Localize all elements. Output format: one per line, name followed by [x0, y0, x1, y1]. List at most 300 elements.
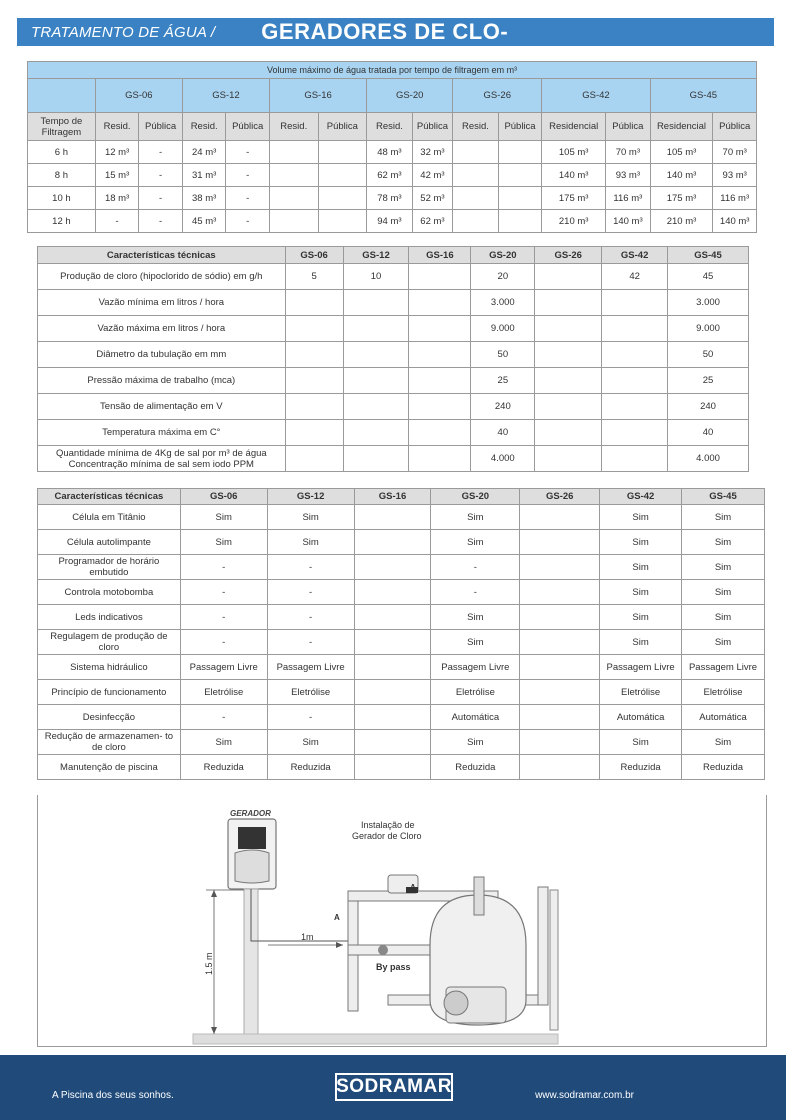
spec-value — [535, 420, 602, 446]
generator-label: GERADOR — [230, 809, 271, 818]
volume-cell — [498, 164, 542, 187]
diagram-caption-1: Instalação de — [361, 820, 415, 830]
spec-value — [354, 655, 431, 680]
spec-header: Características técnicas — [38, 247, 286, 264]
table-row — [28, 187, 757, 210]
spec-value: Reduzida — [267, 755, 354, 780]
volume-cell: 140 m³ — [713, 210, 757, 233]
volume-cell: 93 m³ — [713, 164, 757, 187]
spec-value: Sim — [180, 505, 267, 530]
spec-value: Eletrólise — [267, 680, 354, 705]
model-header: GS-45 — [682, 489, 765, 505]
spec-value — [520, 630, 600, 655]
volume-cell — [453, 210, 499, 233]
spec-value — [285, 446, 343, 472]
volume-cell: 62 m³ — [367, 164, 413, 187]
spec-value: 25 — [668, 368, 749, 394]
spec-value: 40 — [668, 420, 749, 446]
filtering-time-cell: 6 h — [28, 141, 96, 164]
spec-value: Passagem Livre — [431, 655, 520, 680]
volume-cell: 48 m³ — [367, 141, 413, 164]
spec-value: - — [267, 630, 354, 655]
footer-slogan: A Piscina dos seus sonhos. — [52, 1090, 174, 1101]
table-row — [38, 630, 765, 655]
spec-value — [602, 316, 668, 342]
spec-value — [520, 530, 600, 555]
volume-cell: 140 m³ — [542, 164, 606, 187]
spec-value — [535, 264, 602, 290]
spec-value: Sim — [682, 530, 765, 555]
spec-value: Eletrólise — [600, 680, 682, 705]
volume-cell: 94 m³ — [367, 210, 413, 233]
usage-subheader: Resid. — [269, 113, 318, 141]
spec-value — [285, 394, 343, 420]
spec-value — [535, 290, 602, 316]
spec-value: 45 — [668, 264, 749, 290]
technical-specs-table — [37, 246, 749, 472]
spec-label: Pressão máxima de trabalho (mca) — [38, 368, 286, 394]
spec-value — [520, 680, 600, 705]
spec-value — [285, 342, 343, 368]
spec-value: Automática — [682, 705, 765, 730]
volume-table — [27, 61, 757, 233]
footer-url[interactable]: www.sodramar.com.br — [535, 1090, 634, 1101]
volume-cell: 105 m³ — [542, 141, 606, 164]
spec-value: Sim — [600, 580, 682, 605]
volume-cell — [269, 141, 318, 164]
spec-value — [602, 394, 668, 420]
spec-value: Sim — [682, 580, 765, 605]
spec-label: Desinfecção — [38, 705, 181, 730]
spec-label: Quantidade mínima de 4Kg de sal por m³ de água Concentração mínima de sal sem iodo PPM — [38, 446, 286, 472]
spec-value: Reduzida — [600, 755, 682, 780]
spec-value: Sim — [431, 505, 520, 530]
usage-subheader: Resid. — [453, 113, 499, 141]
spec-value — [285, 290, 343, 316]
spec-value: 3.000 — [668, 290, 749, 316]
volume-cell: 78 m³ — [367, 187, 413, 210]
spec-value: Passagem Livre — [180, 655, 267, 680]
diagram-caption-2: Gerador de Cloro — [352, 831, 422, 841]
spec-label: Vazão máxima em litros / hora — [38, 316, 286, 342]
spec-value: Sim — [267, 730, 354, 755]
volume-table-corner — [28, 79, 96, 113]
features-table — [37, 488, 765, 780]
spec-value: Sim — [682, 730, 765, 755]
table-row — [38, 420, 749, 446]
model-header: GS-45 — [668, 247, 749, 264]
spec-value — [354, 555, 431, 580]
spec-value: 5 — [285, 264, 343, 290]
ground — [193, 1034, 558, 1044]
usage-subheader: Resid. — [367, 113, 413, 141]
spec-value — [520, 655, 600, 680]
spec-value — [520, 730, 600, 755]
spec-value: - — [267, 705, 354, 730]
spec-value — [602, 446, 668, 472]
spec-value: - — [431, 580, 520, 605]
table-row — [38, 316, 749, 342]
volume-cell: 105 m³ — [650, 141, 713, 164]
volume-cell — [269, 164, 318, 187]
spec-value — [409, 290, 471, 316]
spec-value — [602, 420, 668, 446]
filtering-time-cell: 10 h — [28, 187, 96, 210]
spec-value — [354, 755, 431, 780]
volume-cell: - — [226, 210, 270, 233]
volume-cell: 210 m³ — [650, 210, 713, 233]
volume-cell: 24 m³ — [182, 141, 226, 164]
spec-value: Reduzida — [431, 755, 520, 780]
model-header: GS-26 — [535, 247, 602, 264]
spec-value: Sim — [431, 630, 520, 655]
spec-value — [409, 342, 471, 368]
spec-value: Sim — [431, 605, 520, 630]
volume-cell: - — [139, 141, 183, 164]
volume-cell: - — [226, 141, 270, 164]
installation-diagram — [37, 795, 767, 1047]
spec-value: - — [267, 605, 354, 630]
spec-value — [354, 680, 431, 705]
spec-value — [535, 394, 602, 420]
spec-value: Reduzida — [682, 755, 765, 780]
spec-value — [535, 368, 602, 394]
volume-cell — [498, 187, 542, 210]
usage-subheader: Pública — [226, 113, 270, 141]
spec-value: Sim — [431, 730, 520, 755]
table-row — [38, 730, 765, 755]
spec-value: Eletrólise — [431, 680, 520, 705]
spec-value: 40 — [471, 420, 535, 446]
spec-value — [535, 446, 602, 472]
category-title: TRATAMENTO DE ÁGUA / — [31, 23, 216, 41]
spec-value — [409, 420, 471, 446]
spec-label: Célula em Titânio — [38, 505, 181, 530]
model-header: GS-42 — [542, 79, 650, 113]
spec-value — [520, 705, 600, 730]
spec-value: Sim — [682, 555, 765, 580]
volume-cell: 175 m³ — [542, 187, 606, 210]
spec-value: 3.000 — [471, 290, 535, 316]
model-header: GS-26 — [453, 79, 542, 113]
spec-value — [343, 446, 409, 472]
spec-value: Sim — [600, 730, 682, 755]
filtering-time-cell: 8 h — [28, 164, 96, 187]
volume-cell: 15 m³ — [95, 164, 139, 187]
usage-subheader: Residencial — [542, 113, 606, 141]
volume-cell: 31 m³ — [182, 164, 226, 187]
volume-cell: 62 m³ — [412, 210, 453, 233]
model-header: GS-12 — [343, 247, 409, 264]
spec-value — [354, 505, 431, 530]
volume-cell: 18 m³ — [95, 187, 139, 210]
volume-cell: 42 m³ — [412, 164, 453, 187]
spec-value: Passagem Livre — [600, 655, 682, 680]
spec-value: Sim — [600, 505, 682, 530]
spec-label: Manutenção de piscina — [38, 755, 181, 780]
spec-value — [354, 730, 431, 755]
usage-subheader: Pública — [713, 113, 757, 141]
spec-value — [285, 316, 343, 342]
spec-label: Princípio de funcionamento — [38, 680, 181, 705]
spec-value: Passagem Livre — [267, 655, 354, 680]
volume-cell: - — [139, 187, 183, 210]
volume-cell — [498, 141, 542, 164]
spec-label: Leds indicativos — [38, 605, 181, 630]
spec-value: 50 — [668, 342, 749, 368]
table-row — [38, 755, 765, 780]
spec-label: Vazão mínima em litros / hora — [38, 290, 286, 316]
volume-cell: 38 m³ — [182, 187, 226, 210]
volume-cell: 93 m³ — [606, 164, 651, 187]
table-row — [28, 141, 757, 164]
model-header: GS-16 — [409, 247, 471, 264]
volume-cell: 175 m³ — [650, 187, 713, 210]
model-header: GS-45 — [650, 79, 756, 113]
spec-value — [343, 290, 409, 316]
usage-subheader: Residencial — [650, 113, 713, 141]
page-title: GERADORES DE CLO- — [261, 19, 509, 44]
usage-subheader: Resid. — [95, 113, 139, 141]
spec-value — [343, 368, 409, 394]
spec-value: 240 — [668, 394, 749, 420]
volume-cell — [318, 141, 367, 164]
volume-cell — [453, 164, 499, 187]
volume-cell: 12 m³ — [95, 141, 139, 164]
spec-value — [520, 505, 600, 530]
spec-label: Célula autolimpante — [38, 530, 181, 555]
brand-logo: SODRAMAR — [335, 1073, 453, 1101]
multiport-valve — [474, 877, 484, 915]
spec-value — [602, 342, 668, 368]
spec-value — [409, 316, 471, 342]
spec-value — [602, 290, 668, 316]
spec-value — [343, 342, 409, 368]
spec-value — [520, 605, 600, 630]
spec-value: 4.000 — [471, 446, 535, 472]
spec-value: 9.000 — [668, 316, 749, 342]
model-header: GS-20 — [471, 247, 535, 264]
table-row — [38, 264, 749, 290]
volume-cell — [318, 187, 367, 210]
spec-value: 25 — [471, 368, 535, 394]
spec-value: 9.000 — [471, 316, 535, 342]
spec-value: - — [267, 555, 354, 580]
spec-label: Controla motobomba — [38, 580, 181, 605]
footer — [0, 1055, 786, 1120]
usage-subheader: Pública — [412, 113, 453, 141]
usage-subheader: Pública — [139, 113, 183, 141]
table-row — [38, 530, 765, 555]
spec-value — [343, 420, 409, 446]
spec-value: Sim — [682, 630, 765, 655]
spec-value: - — [431, 555, 520, 580]
spec-label: Sistema hidráulico — [38, 655, 181, 680]
page-header — [17, 18, 774, 46]
spec-value: Sim — [682, 505, 765, 530]
volume-cell: - — [226, 164, 270, 187]
spec-value: Sim — [600, 555, 682, 580]
volume-cell — [453, 187, 499, 210]
table-row — [38, 680, 765, 705]
spec-value — [409, 446, 471, 472]
volume-cell — [318, 164, 367, 187]
spec-value: Sim — [600, 630, 682, 655]
spec-value: 4.000 — [668, 446, 749, 472]
volume-cell — [318, 210, 367, 233]
bypass-valve — [378, 945, 388, 955]
table-row — [38, 605, 765, 630]
spec-label: Temperatura máxima em C° — [38, 420, 286, 446]
spec-label: Produção de cloro (hipoclorido de sódio) em g/h — [38, 264, 286, 290]
model-header: GS-20 — [367, 79, 453, 113]
spec-value: Automática — [600, 705, 682, 730]
distance-label: 1m — [301, 932, 314, 942]
table-row — [38, 655, 765, 680]
point-a-side: A — [334, 913, 340, 922]
spec-value — [409, 368, 471, 394]
spec-value: 10 — [343, 264, 409, 290]
spec-value — [602, 368, 668, 394]
model-header: GS-06 — [285, 247, 343, 264]
usage-subheader: Pública — [318, 113, 367, 141]
model-header: GS-12 — [267, 489, 354, 505]
usage-subheader: Pública — [498, 113, 542, 141]
spec-value: Passagem Livre — [682, 655, 765, 680]
spec-value — [354, 630, 431, 655]
spec-value: 240 — [471, 394, 535, 420]
spec-label: Redução de armazenamen- to de cloro — [38, 730, 181, 755]
spec-value: Sim — [431, 530, 520, 555]
volume-cell: 70 m³ — [713, 141, 757, 164]
spec-value — [285, 420, 343, 446]
spec-value: Sim — [267, 505, 354, 530]
volume-cell: 45 m³ — [182, 210, 226, 233]
model-header: GS-12 — [182, 79, 269, 113]
spec-value: - — [180, 555, 267, 580]
spec-value: - — [180, 630, 267, 655]
volume-cell: 32 m³ — [412, 141, 453, 164]
volume-cell: - — [139, 210, 183, 233]
spec-value: Sim — [267, 530, 354, 555]
volume-cell: - — [139, 164, 183, 187]
installation-drawing — [38, 795, 766, 1046]
spec-value — [343, 394, 409, 420]
spec-value: - — [180, 705, 267, 730]
volume-cell: 210 m³ — [542, 210, 606, 233]
spec-value — [520, 580, 600, 605]
volume-cell — [453, 141, 499, 164]
spec-value: Sim — [600, 605, 682, 630]
volume-cell: 116 m³ — [713, 187, 757, 210]
model-header: GS-16 — [354, 489, 431, 505]
spec-value — [354, 530, 431, 555]
spec-value: 50 — [471, 342, 535, 368]
model-header: GS-20 — [431, 489, 520, 505]
volume-cell: - — [226, 187, 270, 210]
spec-value: Automática — [431, 705, 520, 730]
point-a-top: A — [410, 883, 416, 892]
spec-label: Programador de horário embutido — [38, 555, 181, 580]
spec-value — [409, 394, 471, 420]
spec-value: Sim — [682, 605, 765, 630]
filtering-time-cell: 12 h — [28, 210, 96, 233]
spec-value: Sim — [600, 530, 682, 555]
spec-value: Reduzida — [180, 755, 267, 780]
spec-value: - — [180, 605, 267, 630]
spec-value: - — [180, 580, 267, 605]
table-row — [38, 580, 765, 605]
volume-table-caption: Volume máximo de água tratada por tempo de filtragem em m³ — [28, 62, 757, 79]
model-header: GS-42 — [602, 247, 668, 264]
spec-label: Regulagem de produção de cloro — [38, 630, 181, 655]
table-row — [28, 164, 757, 187]
model-header: GS-16 — [269, 79, 366, 113]
volume-cell — [269, 210, 318, 233]
table-row — [38, 368, 749, 394]
usage-subheader: Pública — [606, 113, 651, 141]
bypass-label: By pass — [376, 962, 411, 972]
table-row — [38, 394, 749, 420]
table-row — [38, 555, 765, 580]
model-header: GS-06 — [180, 489, 267, 505]
volume-cell: - — [95, 210, 139, 233]
spec-value: 20 — [471, 264, 535, 290]
spec-value — [354, 605, 431, 630]
spec-value: 42 — [602, 264, 668, 290]
model-header: GS-26 — [520, 489, 600, 505]
spec-value — [535, 316, 602, 342]
table-row — [38, 505, 765, 530]
spec-value — [520, 755, 600, 780]
table-row — [28, 210, 757, 233]
spec-value: Eletrólise — [682, 680, 765, 705]
volume-cell: 116 m³ — [606, 187, 651, 210]
table-row — [38, 446, 749, 472]
model-header: GS-06 — [95, 79, 182, 113]
usage-subheader: Resid. — [182, 113, 226, 141]
table-row — [38, 290, 749, 316]
spec-header: Características técnicas — [38, 489, 181, 505]
spec-label: Tensão de alimentação em V — [38, 394, 286, 420]
generator-display — [238, 827, 266, 849]
spec-value — [285, 368, 343, 394]
spec-value: Sim — [180, 730, 267, 755]
volume-cell — [498, 210, 542, 233]
spec-value — [535, 342, 602, 368]
table-row — [38, 705, 765, 730]
volume-cell: 140 m³ — [606, 210, 651, 233]
volume-cell: 70 m³ — [606, 141, 651, 164]
volume-cell — [269, 187, 318, 210]
generator-panel — [235, 850, 269, 883]
volume-cell: 52 m³ — [412, 187, 453, 210]
spec-label: Diâmetro da tubulação em mm — [38, 342, 286, 368]
spec-value — [343, 316, 409, 342]
spec-value — [409, 264, 471, 290]
spec-value: - — [267, 580, 354, 605]
table-row — [38, 342, 749, 368]
filtering-time-header: Tempo de Filtragem — [28, 113, 96, 141]
spec-value — [354, 580, 431, 605]
volume-cell: 140 m³ — [650, 164, 713, 187]
height-label: 1.5 m — [204, 952, 214, 975]
spec-value: Eletrólise — [180, 680, 267, 705]
model-header: GS-42 — [600, 489, 682, 505]
spec-value: Sim — [180, 530, 267, 555]
spec-value — [520, 555, 600, 580]
spec-value — [354, 705, 431, 730]
